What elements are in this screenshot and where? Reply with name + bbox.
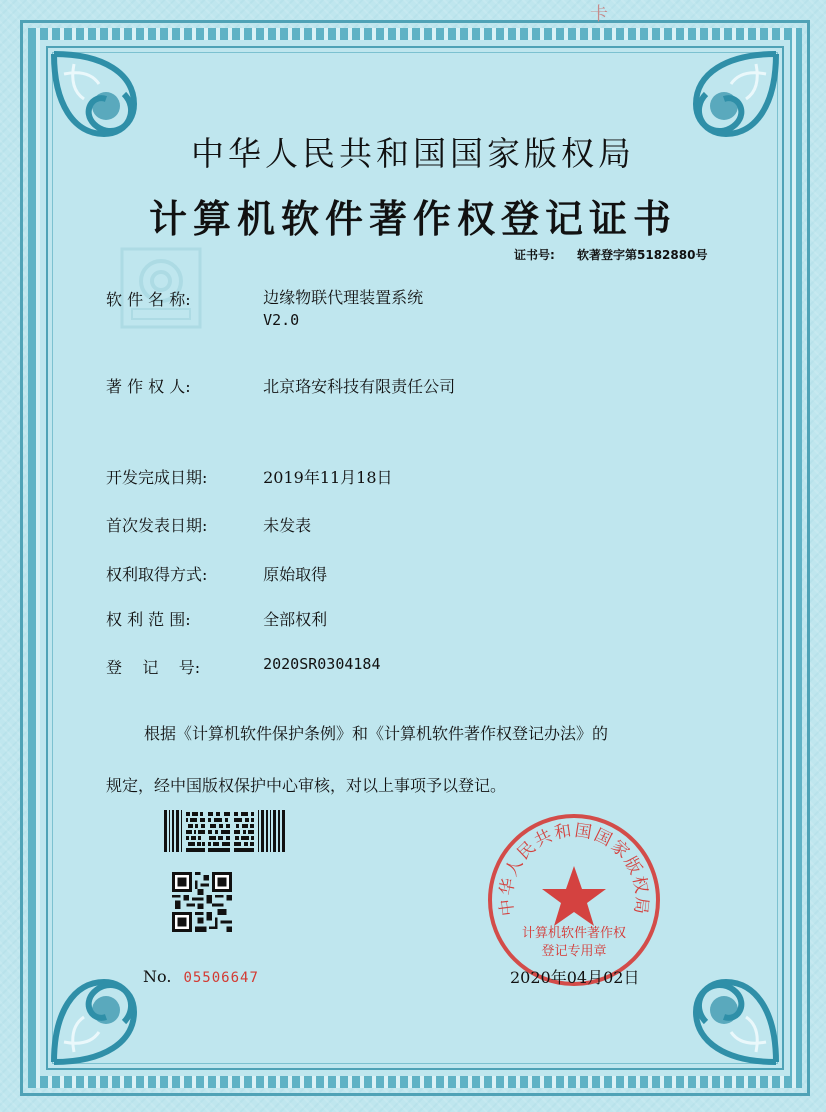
field-scope [106, 607, 327, 630]
qr-code-icon [172, 872, 232, 932]
field-label: 著 作 权 人: [106, 377, 191, 396]
serial-number [143, 967, 259, 986]
statement-line-1: 根据《计算机软件保护条例》和《计算机软件著作权登记办法》的 [144, 724, 609, 743]
field-completion-date [106, 465, 393, 488]
field-label: 权 利 范 围: [106, 610, 191, 629]
top-stamp-mark: 卡 [590, 4, 608, 25]
certificate-number-value: 软著登字第5182880号 [577, 248, 708, 262]
field-first-publication [106, 513, 311, 536]
certificate-number [514, 246, 707, 263]
software-name-value: 边缘物联代理装置系统 [263, 288, 424, 307]
field-label: 登 记 号: [106, 658, 201, 677]
field-value: 原始取得 [263, 565, 328, 584]
field-owner [106, 374, 455, 397]
field-label: 开发完成日期: [106, 468, 208, 487]
field-value: 全部权利 [263, 610, 328, 629]
barcode-icon [164, 810, 286, 852]
seal-ring-text: 中华人民共和国国家版权局 [496, 820, 652, 918]
seal-text-line-2: 登记专用章 [541, 944, 607, 959]
issue-date: 2020年04月02日 [510, 968, 640, 987]
statement-line-2: 规定，经中国版权保护中心审核，对以上事项予以登记。 [106, 776, 507, 795]
official-seal [484, 810, 664, 990]
field-label: 软 件 名 称: [106, 290, 191, 309]
field-value [263, 287, 423, 331]
software-version-value: V2.0 [263, 311, 300, 329]
corner-ornament-icon [44, 932, 184, 1072]
field-label: 权利取得方式: [106, 565, 208, 584]
field-value: 未发表 [263, 516, 312, 535]
registration-statement [106, 708, 746, 812]
field-value: 北京珞安科技有限责任公司 [263, 377, 456, 396]
field-acquisition [106, 562, 327, 585]
field-label: 首次发表日期: [106, 516, 208, 535]
field-value: 2019年11月18日 [263, 468, 393, 487]
issuing-authority: 中华人民共和国国家版权局 [191, 134, 635, 173]
field-value: 2020SR0304184 [263, 655, 381, 673]
field-registration-no [106, 655, 381, 678]
certificate-number-label: 证书号: [514, 248, 555, 262]
field-software-name [106, 287, 423, 331]
seal-icon [484, 810, 664, 990]
certificate-title: 计算机软件著作权登记证书 [148, 196, 677, 241]
serial-value: 05506647 [183, 970, 259, 986]
seal-text-line-1: 计算机软件著作权 [521, 926, 626, 941]
corner-ornament-icon [646, 932, 786, 1072]
serial-label: No. [143, 967, 172, 986]
